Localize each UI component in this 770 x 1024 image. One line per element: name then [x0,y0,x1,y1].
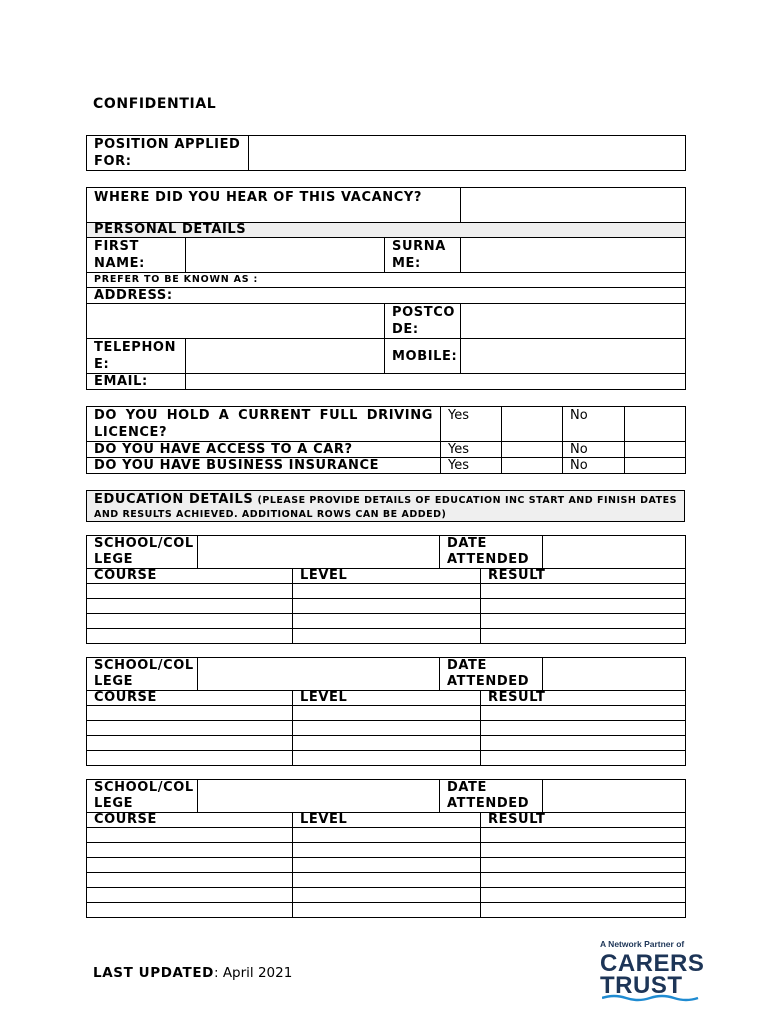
education-block-1 [86,535,686,644]
result-cell[interactable] [481,751,686,766]
school-label: SCHOOL/COL LEGE [87,658,198,691]
level-cell[interactable] [293,599,481,614]
course-header: COURSE [87,691,293,706]
licence-no-label: No [563,407,625,442]
email-field[interactable] [186,374,686,390]
course-cell[interactable] [87,888,293,903]
course-cell[interactable] [87,706,293,721]
email-label: EMAIL: [87,374,186,390]
course-cell[interactable] [87,584,293,599]
level-cell[interactable] [293,736,481,751]
level-header: LEVEL [293,691,481,706]
education-block-3 [86,779,686,918]
level-cell[interactable] [293,584,481,599]
postcode-field[interactable] [461,304,686,339]
course-cell[interactable] [87,736,293,751]
level-cell[interactable] [293,629,481,644]
licence-yes-box[interactable] [502,407,563,442]
course-cell[interactable] [87,614,293,629]
car-yes-box[interactable] [502,442,563,458]
last-updated-value: : April 2021 [213,965,293,981]
result-cell[interactable] [481,828,686,843]
course-cell[interactable] [87,629,293,644]
mobile-label: MOBILE: [385,339,461,374]
result-cell[interactable] [481,903,686,918]
mobile-field[interactable] [461,339,686,374]
education-header [86,490,685,522]
car-access-question: DO YOU HAVE ACCESS TO A CAR? [87,442,441,458]
education-title: EDUCATION DETAILS [94,492,254,507]
course-header: COURSE [87,569,293,584]
personal-details-table [86,187,686,390]
course-cell[interactable] [87,843,293,858]
school-field[interactable] [198,536,440,569]
result-cell[interactable] [481,599,686,614]
position-label: POSITION APPLIED FOR: [87,136,249,171]
course-cell[interactable] [87,721,293,736]
carers-trust-logo [600,939,710,1009]
last-updated-label: LAST UPDATED [93,965,214,981]
level-cell[interactable] [293,828,481,843]
first-name-label: FIRST NAME: [87,238,186,273]
address-field[interactable] [87,304,385,339]
logo-word-carers: CARERS [600,950,705,977]
known-as-label[interactable]: PREFER TO BE KNOWN AS : [87,273,686,288]
result-cell[interactable] [481,584,686,599]
date-attended-label: DATE ATTENDED [440,536,543,569]
licence-yes-label: Yes [441,407,502,442]
course-cell[interactable] [87,599,293,614]
first-name-field[interactable] [186,238,385,273]
licence-no-box[interactable] [625,407,686,442]
position-field[interactable] [249,136,686,171]
course-cell[interactable] [87,903,293,918]
hear-vacancy-label: WHERE DID YOU HEAR OF THIS VACANCY? [87,188,461,223]
result-cell[interactable] [481,721,686,736]
surname-field[interactable] [461,238,686,273]
last-updated [93,965,292,981]
car-no-label: No [563,442,625,458]
result-cell[interactable] [481,736,686,751]
result-cell[interactable] [481,629,686,644]
course-cell[interactable] [87,873,293,888]
level-cell[interactable] [293,843,481,858]
insurance-yes-label: Yes [441,458,502,474]
car-no-box[interactable] [625,442,686,458]
date-attended-field[interactable] [543,658,686,691]
insurance-yes-box[interactable] [502,458,563,474]
logo-wave-icon [602,993,702,1003]
telephone-field[interactable] [186,339,385,374]
result-cell[interactable] [481,888,686,903]
level-cell[interactable] [293,903,481,918]
result-cell[interactable] [481,873,686,888]
date-attended-label: DATE ATTENDED [440,780,543,813]
level-cell[interactable] [293,614,481,629]
education-note: (PLEASE PROVIDE DETAILS OF EDUCATION INC START AND FINISH DATES AND RESULTS ACHIEVED. ADDITIONAL ROWS CAN BE ADDED) [94,495,677,520]
school-label: SCHOOL/COL LEGE [87,780,198,813]
course-cell[interactable] [87,751,293,766]
insurance-no-box[interactable] [625,458,686,474]
date-attended-field[interactable] [543,536,686,569]
date-attended-field[interactable] [543,780,686,813]
address-label[interactable]: ADDRESS: [87,288,686,304]
insurance-no-label: No [563,458,625,474]
level-cell[interactable] [293,706,481,721]
course-cell[interactable] [87,828,293,843]
level-header: LEVEL [293,569,481,584]
level-cell[interactable] [293,858,481,873]
position-table [86,135,686,171]
personal-details-title: PERSONAL DETAILS [87,223,686,238]
level-cell[interactable] [293,721,481,736]
surname-label: SURNA ME: [385,238,461,273]
result-header: RESULT [481,691,686,706]
car-yes-label: Yes [441,442,502,458]
result-header: RESULT [481,813,686,828]
school-field[interactable] [198,658,440,691]
course-header: COURSE [87,813,293,828]
level-cell[interactable] [293,873,481,888]
result-cell[interactable] [481,614,686,629]
level-header: LEVEL [293,813,481,828]
hear-vacancy-field[interactable] [461,188,686,223]
education-block-2 [86,657,686,766]
logo-word-trust: TRUST [600,972,683,999]
postcode-label: POSTCO DE: [385,304,461,339]
course-cell[interactable] [87,858,293,873]
level-cell[interactable] [293,751,481,766]
result-cell[interactable] [481,706,686,721]
driving-licence-question: DO YOU HOLD A CURRENT FULL DRIVING LICENCE? [87,407,441,442]
school-label: SCHOOL/COL LEGE [87,536,198,569]
business-insurance-question: DO YOU HAVE BUSINESS INSURANCE [87,458,441,474]
logo-tagline: A Network Partner of [600,939,685,949]
result-cell[interactable] [481,843,686,858]
driving-table [86,406,686,474]
date-attended-label: DATE ATTENDED [440,658,543,691]
result-header: RESULT [481,569,686,584]
result-cell[interactable] [481,858,686,873]
confidential-heading: CONFIDENTIAL [93,96,217,112]
school-field[interactable] [198,780,440,813]
telephone-label: TELEPHON E: [87,339,186,374]
level-cell[interactable] [293,888,481,903]
